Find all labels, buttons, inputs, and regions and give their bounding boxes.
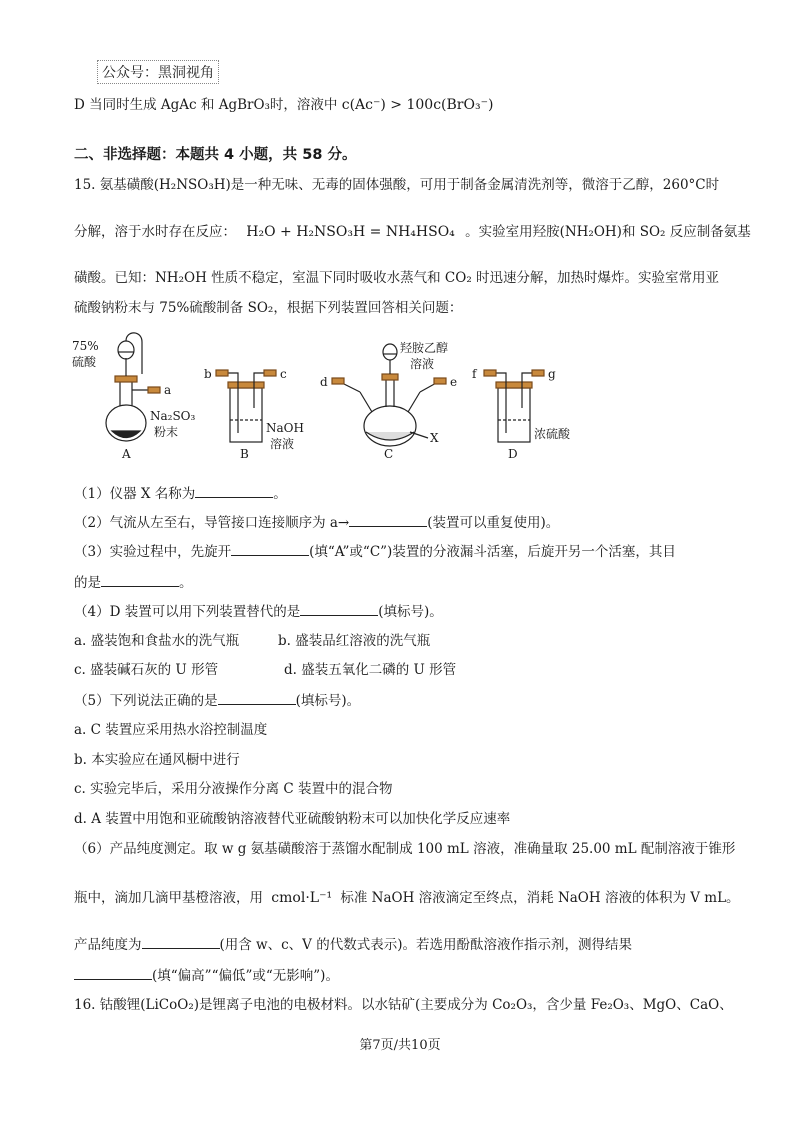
d-port-right: g bbox=[548, 367, 556, 381]
a-reagent2: 粉末 bbox=[154, 425, 179, 439]
q15-line2 bbox=[74, 222, 751, 242]
q4-blank[interactable] bbox=[300, 601, 378, 616]
c-reagent1: 羟胺乙醇 bbox=[400, 341, 449, 355]
q6-line3b: (用含 w、c、V 的代数式表示)。若选用酚酞溶液作指示剂，测得结果 bbox=[219, 937, 632, 953]
q4-option-b: b. 盛装品红溶液的洗气瓶 bbox=[278, 633, 431, 649]
c-port-left: d bbox=[320, 375, 328, 389]
q3-line2-end: 。 bbox=[179, 575, 193, 591]
option-d-text: D 当同时生成 AgAc 和 AgBrO₃时，溶液中 bbox=[74, 97, 338, 113]
d-reagent: 浓硫酸 bbox=[534, 427, 571, 441]
c-flask-label: X bbox=[430, 431, 439, 445]
q3-mid: (填“A”或“C”)装置的分液漏斗活塞，后旋开另一个活塞，其目 bbox=[309, 544, 676, 560]
apparatus-figure bbox=[70, 328, 590, 468]
q5-option-c: c. 实验完毕后，采用分液操作分离 C 装置中的混合物 bbox=[74, 781, 393, 797]
q3-line2-blank[interactable] bbox=[101, 572, 179, 587]
q6-line4-text: (填“偏高”“偏低”或“无影响”)。 bbox=[152, 968, 339, 984]
c-port-right: e bbox=[450, 375, 458, 389]
q4-option-a: a. 盛装饱和食盐水的洗气瓶 bbox=[74, 633, 240, 649]
b-reagent1: NaOH bbox=[266, 421, 304, 435]
b-port-left: b bbox=[204, 367, 212, 381]
q3 bbox=[74, 541, 676, 562]
q1-text: （1）仪器 X 名称为 bbox=[74, 486, 196, 502]
q6-concentration: cmol·L⁻¹ bbox=[271, 890, 333, 906]
q5-text: （5）下列说法正确的是 bbox=[74, 693, 218, 709]
option-d-formula: c(Ac⁻) > 100c(BrO₃⁻) bbox=[341, 97, 494, 113]
a-reagent1: Na₂SO₃ bbox=[150, 409, 196, 423]
a-port: a bbox=[164, 383, 172, 397]
section-title: 二、非选择题：本题共 4 小题，共 58 分。 bbox=[74, 147, 357, 163]
q4 bbox=[74, 601, 443, 622]
c-label: C bbox=[384, 447, 394, 461]
q3-line2-text: 的是 bbox=[74, 575, 101, 591]
d-port-left: f bbox=[472, 367, 477, 381]
q6-line3a: 产品纯度为 bbox=[74, 937, 142, 953]
q2-text: （2）气流从左至右，导管接口连接顺序为 a→ bbox=[74, 515, 350, 531]
b-label: B bbox=[240, 447, 249, 461]
q5-option-a: a. C 装置应采用热水浴控制温度 bbox=[74, 722, 268, 738]
q4-end: (填标号)。 bbox=[378, 604, 443, 620]
c-reagent2: 溶液 bbox=[410, 357, 435, 371]
d-label: D bbox=[508, 447, 518, 461]
q2-blank[interactable] bbox=[349, 512, 427, 527]
q15-line2a: 分解，溶于水时存在反应： bbox=[74, 224, 236, 240]
q6-line2b: 标准 NaOH 溶液滴定至终点，消耗 NaOH 溶液的体积为 V mL。 bbox=[340, 890, 740, 906]
q1-end: 。 bbox=[273, 486, 287, 502]
q1-blank[interactable] bbox=[195, 483, 273, 498]
option-d bbox=[74, 95, 493, 115]
q5-option-d: d. A 装置中用饱和亚硫酸钠溶液替代亚硫酸钠粉末可以加快化学反应速率 bbox=[74, 811, 511, 827]
q5 bbox=[74, 690, 360, 711]
a-acid: 硫酸 bbox=[72, 355, 97, 369]
q5-end: (填标号)。 bbox=[295, 693, 361, 709]
q6-line1: （6）产品纯度测定。取 w g 氨基磺酸溶于蒸馏水配制成 100 mL 溶液，准确量取 25.00 mL 配制溶液于锥形 bbox=[74, 841, 736, 857]
a-label: A bbox=[122, 447, 131, 461]
q5-option-b: b. 本实验应在通风橱中进行 bbox=[74, 752, 240, 768]
q6-line3 bbox=[74, 934, 632, 955]
q4-option-d: d. 盛装五氧化二磷的 U 形管 bbox=[284, 662, 457, 678]
q15-line2b: 。实验室用羟胺(NH₂OH)和 SO₂ 反应制备氨基 bbox=[465, 224, 751, 240]
q2-end: (装置可以重复使用)。 bbox=[427, 515, 560, 531]
q5-blank[interactable] bbox=[218, 690, 296, 705]
q6-line2 bbox=[74, 888, 740, 908]
page-footer: 第7页/共10页 bbox=[359, 1038, 441, 1053]
q6-line4 bbox=[74, 965, 339, 986]
q6-line2a: 瓶中，滴加几滴甲基橙溶液，用 bbox=[74, 890, 263, 906]
q6-result-blank[interactable] bbox=[74, 965, 152, 980]
q1 bbox=[74, 483, 287, 504]
watermark-stamp: 公众号：黑洞视角 bbox=[97, 60, 219, 84]
q3-line2 bbox=[74, 572, 193, 593]
q3-blank[interactable] bbox=[231, 541, 309, 556]
q3-text: （3）实验过程中，先旋开 bbox=[74, 544, 232, 560]
b-reagent2: 溶液 bbox=[270, 437, 295, 451]
q4-text: （4）D 装置可以用下列装置替代的是 bbox=[74, 604, 301, 620]
q15-line1: 15. 氨基磺酸(H₂NSO₃H)是一种无味、无毒的固体强酸，可用于制备金属清洗剂等，微溶于乙醇，260°C时 bbox=[74, 177, 720, 193]
q2 bbox=[74, 512, 559, 533]
b-port-right: c bbox=[280, 367, 287, 381]
reaction-equation: H₂O + H₂NSO₃H = NH₄HSO₄ bbox=[246, 224, 455, 240]
q4-option-c: c. 盛装碱石灰的 U 形管 bbox=[74, 662, 219, 678]
q15-line4: 硫酸钠粉末与 75%硫酸制备 SO₂，根据下列装置回答相关问题： bbox=[74, 300, 463, 316]
q15-line3: 磺酸。已知：NH₂OH 性质不稳定，室温下同时吸收水蒸气和 CO₂ 时迅速分解，加热时爆炸。实验室常用亚 bbox=[74, 270, 720, 286]
a-acid-pct: 75% bbox=[72, 339, 99, 353]
q6-purity-blank[interactable] bbox=[142, 934, 220, 949]
q16-line1: 16. 钴酸锂(LiCoO₂)是锂离子电池的电极材料。以水钴矿(主要成分为 Co₂O₃，含少量 Fe₂O₃、MgO、CaO、 bbox=[74, 997, 733, 1013]
